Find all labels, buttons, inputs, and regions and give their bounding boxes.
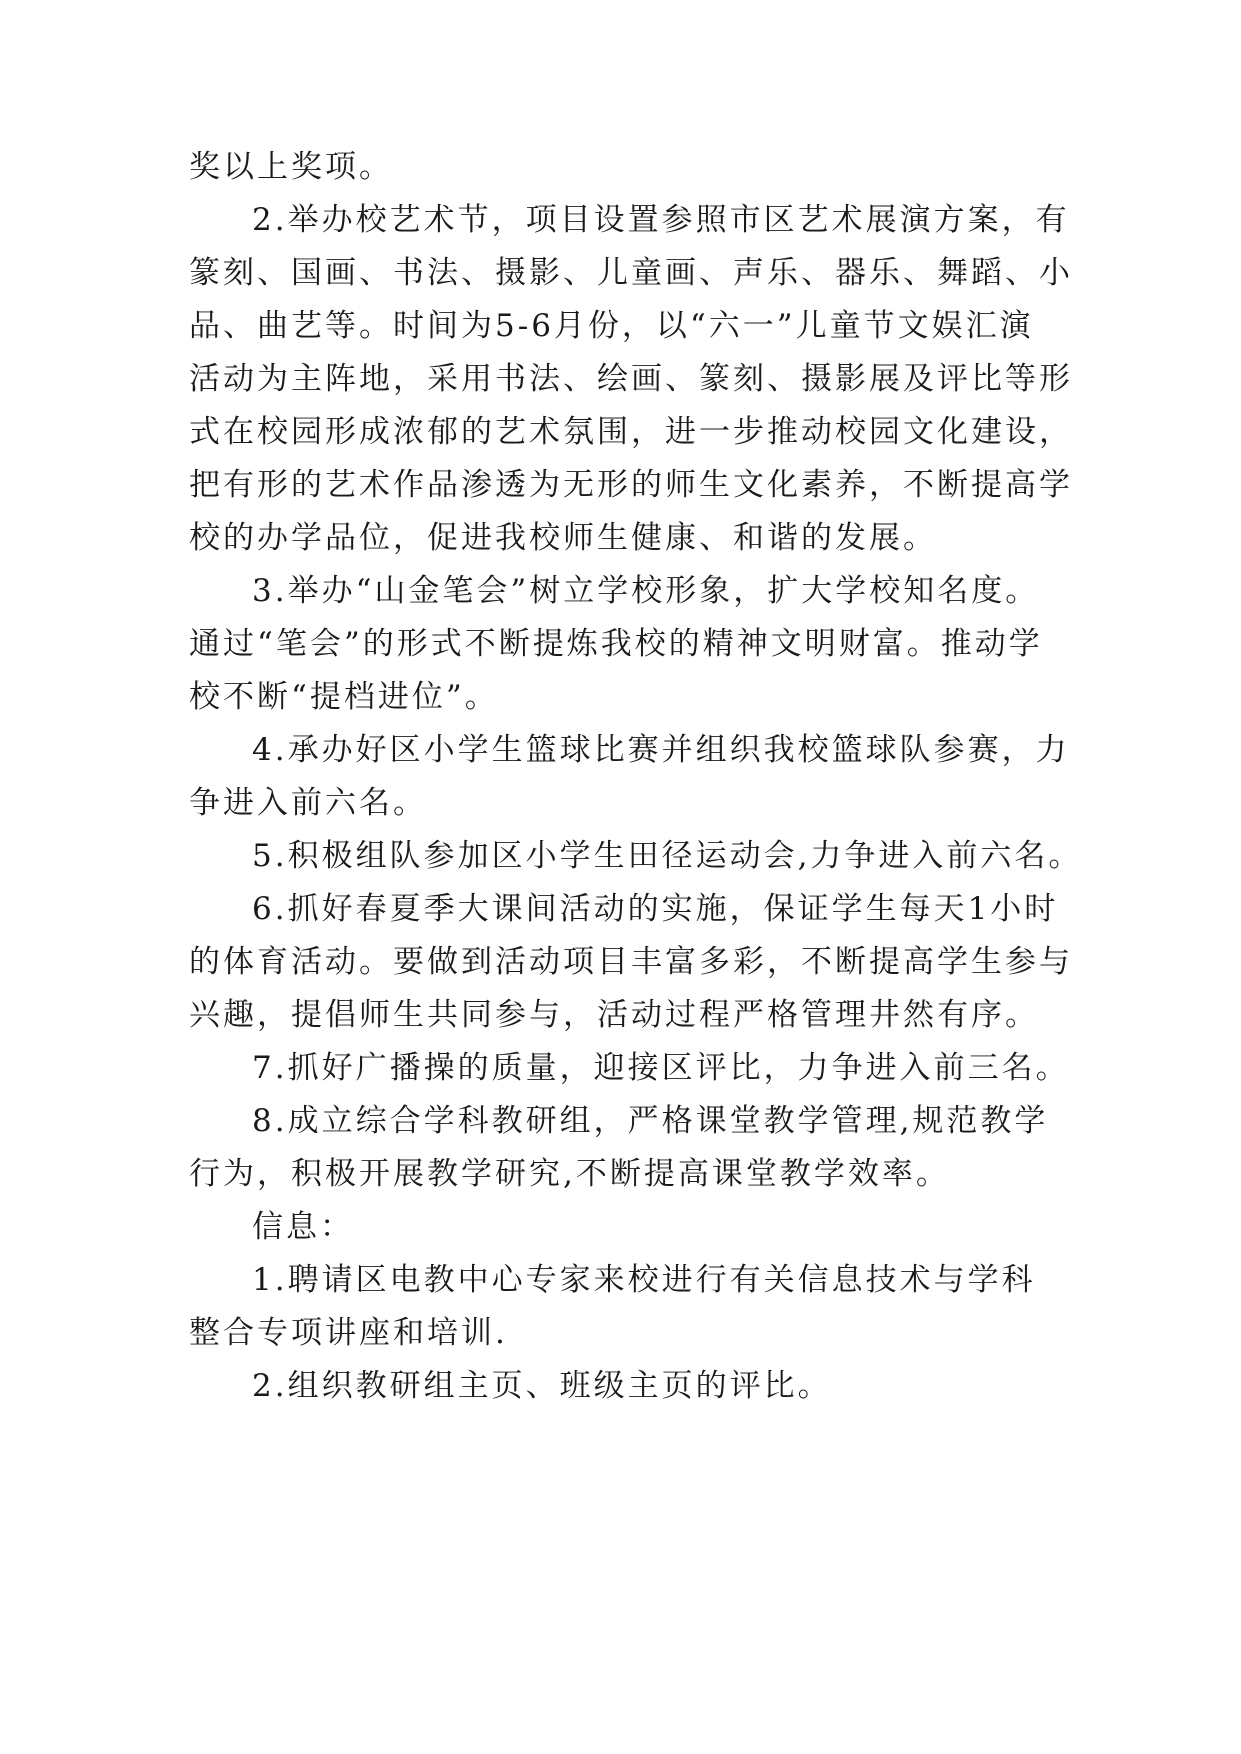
section-heading-info: 信息： — [252, 1209, 354, 1245]
paragraph-item-4-line: 4.承办好区小学生篮球比赛并组织我校篮球队参赛，力 — [252, 732, 1070, 768]
text-line: 活动为主阵地，采用书法、绘画、篆刻、摄影展及评比等形 — [189, 361, 1073, 397]
text-line: 奖以上奖项。 — [189, 149, 393, 185]
text-line: 品、曲艺等。时间为5-6月份，以“六一”儿童节文娱汇演 — [189, 308, 1034, 344]
text-line: 整合专项讲座和培训. — [189, 1315, 508, 1351]
text-line: 的体育活动。要做到活动项目丰富多彩，不断提高学生参与 — [189, 944, 1073, 980]
info-item-2-line: 2.组织教研组主页、班级主页的评比。 — [252, 1368, 832, 1404]
paragraph-item-5-line: 5.积极组队参加区小学生田径运动会,力争进入前六名。 — [252, 838, 1083, 874]
text-line: 兴趣，提倡师生共同参与，活动过程严格管理井然有序。 — [189, 997, 1039, 1033]
text-line: 把有形的艺术作品渗透为无形的师生文化素养，不断提高学 — [189, 467, 1073, 503]
text-line: 式在校园形成浓郁的艺术氛围，进一步推动校园文化建设， — [189, 414, 1073, 450]
text-line: 校的办学品位，促进我校师生健康、和谐的发展。 — [189, 520, 937, 556]
text-line: 行为，积极开展教学研究,不断提高课堂教学效率。 — [189, 1156, 950, 1192]
paragraph-item-8-line: 8.成立综合学科教研组，严格课堂教学管理,规范教学 — [252, 1103, 1049, 1139]
text-line: 争进入前六名。 — [189, 785, 427, 821]
paragraph-item-7-line: 7.抓好广播操的质量，迎接区评比，力争进入前三名。 — [252, 1050, 1070, 1086]
paragraph-item-6-line: 6.抓好春夏季大课间活动的实施，保证学生每天1小时 — [252, 891, 1059, 927]
info-item-1-line: 1.聘请区电教中心专家来校进行有关信息技术与学科 — [252, 1262, 1036, 1298]
text-line: 通过“笔会”的形式不断提炼我校的精神文明财富。推动学 — [189, 626, 1043, 662]
paragraph-item-2-line: 2.举办校艺术节，项目设置参照市区艺术展演方案，有 — [252, 202, 1070, 238]
text-line: 篆刻、国画、书法、摄影、儿童画、声乐、器乐、舞蹈、小 — [189, 255, 1073, 291]
paragraph-item-3-line: 3.举办“山金笔会”树立学校形象，扩大学校知名度。 — [252, 573, 1040, 609]
text-line: 校不断“提档进位”。 — [189, 679, 499, 715]
